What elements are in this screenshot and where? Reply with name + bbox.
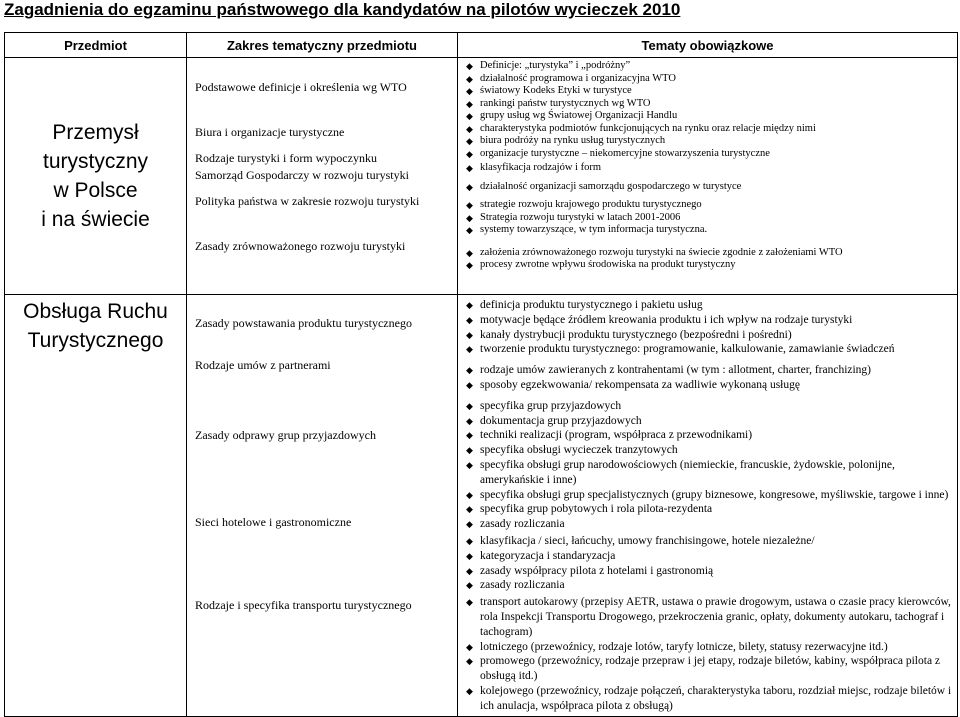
tematy-group-umowy: [464, 363, 957, 393]
diamond-bullet-icon: ◆: [466, 519, 473, 530]
section-row-obsluga: [5, 295, 958, 717]
diamond-bullet-icon: ◆: [466, 565, 473, 576]
diamond-bullet-icon: ◆: [466, 212, 473, 223]
header-przedmiot: Przedmiot: [5, 33, 187, 58]
diamond-bullet-icon: ◆: [466, 430, 473, 441]
przedmiot-line: w Polsce: [53, 179, 138, 202]
diamond-bullet-icon: ◆: [466, 656, 473, 667]
diamond-bullet-icon: ◆: [466, 260, 473, 270]
przedmiot-line: i na świecie: [41, 208, 150, 231]
diamond-bullet-icon: ◆: [466, 344, 473, 355]
diamond-bullet-icon: ◆: [466, 459, 473, 470]
diamond-bullet-icon: ◆: [466, 580, 473, 591]
list-item: ◆ klasyfikacja rodzajów i form: [466, 162, 601, 173]
diamond-bullet-icon: ◆: [466, 400, 473, 411]
list-item: ◆ dokumentacja grup przyjazdowych: [466, 414, 642, 427]
diamond-bullet-icon: ◆: [466, 379, 473, 390]
list-item: ◆ zasady rozliczania: [466, 579, 565, 592]
list-item: ◆ lotniczego (przewoźnicy, rodzaje lotów, taryfy lotnicze, bilety, statusy rezerwacyjne itd.): [466, 640, 888, 653]
diamond-bullet-icon: ◆: [466, 597, 473, 608]
list-item: ◆ specyfika grup przyjazdowych: [466, 399, 622, 412]
tematy-cell: [458, 295, 958, 717]
tematy-group-hotele: [464, 534, 957, 593]
diamond-bullet-icon: ◆: [466, 535, 473, 546]
zakres-cell: [187, 58, 458, 295]
list-item: ◆ specyfika obsługi wycieczek tranzytowych: [466, 444, 678, 457]
diamond-bullet-icon: ◆: [466, 181, 473, 192]
header-zakres: Zakres tematyczny przedmiotu: [187, 33, 458, 58]
diamond-bullet-icon: ◆: [466, 111, 473, 121]
przedmiot-cell: [5, 58, 187, 295]
list-item: ◆ światowy Kodeks Etyki w turystyce: [466, 85, 632, 96]
przedmiot-cell: [5, 295, 187, 717]
list-item: ◆ działalność programowa i organizacyjna WTO: [466, 72, 676, 84]
list-item: ◆ rodzaje umów zawieranych z kontrahentami (w tym : allotment, charter, franchizing): [466, 364, 872, 377]
list-item: ◆ organizacje turystyczne – niekomercyjne stowarzyszenia turystyczne: [466, 147, 770, 159]
diamond-bullet-icon: ◆: [466, 504, 473, 515]
list-item: ◆ klasyfikacja / sieci, łańcuchy, umowy franchisingowe, hotele niezależne/: [466, 534, 815, 547]
list-item: ◆ zasady współpracy pilota z hotelami i gastronomią: [466, 564, 714, 577]
zakres-item: Polityka państwa w zakresie rozwoju turystyki: [195, 194, 420, 208]
diamond-bullet-icon: ◆: [466, 148, 473, 159]
zakres-item: Samorząd Gospodarczy w rozwoju turystyki: [195, 168, 409, 182]
przedmiot-line: Przemysł: [52, 121, 139, 144]
list-item: ◆ motywacje będące źródłem kreowania produktu i ich wpływ na rodzaje turystyki: [466, 313, 853, 326]
list-item: ◆ specyfika grup pobytowych i rola pilota-rezydenta: [466, 503, 713, 516]
list-item: ◆ działalność organizacji samorządu gospodarczego w turystyce: [466, 180, 742, 192]
zakres-item: Rodzaje i specyfika transportu turystycznego: [195, 598, 412, 612]
diamond-bullet-icon: ◆: [466, 365, 473, 376]
diamond-bullet-icon: ◆: [466, 489, 473, 500]
zakres-item: Sieci hotelowe i gastronomiczne: [195, 515, 352, 529]
list-item: ◆ techniki realizacji (program, współpraca z przewodnikami): [466, 429, 753, 442]
zakres-item: Rodzaje turystyki i form wypoczynku: [195, 151, 377, 165]
list-item: ◆ specyfika obsługi grup specjalistycznych (grupy biznesowe, kongresowe, myśliwskie, targowe i inne): [466, 488, 949, 501]
zakres-item: Biura i organizacje turystyczne: [195, 125, 345, 139]
list-item: ◆ definicja produktu turystycznego i pakietu usług: [466, 299, 703, 311]
list-item: ◆ rankingi państw turystycznych wg WTO: [466, 97, 651, 109]
diamond-bullet-icon: ◆: [466, 685, 473, 696]
diamond-bullet-icon: ◆: [466, 73, 473, 84]
diamond-bullet-icon: ◆: [466, 61, 473, 71]
list-item: ◆ założenia zrównoważonego rozwoju turystyki na świecie zgodnie z założeniami WTO: [466, 246, 843, 258]
tematy-group-produkt: [464, 298, 957, 357]
document-title: Zagadnienia do egzaminu państwowego dla kandydatów na pilotów wycieczek 2010: [4, 0, 681, 19]
list-item: ◆ biura podróży na rynku usług turystycznych: [466, 135, 666, 146]
diamond-bullet-icon: ◆: [466, 98, 473, 109]
list-item: ◆ zasady rozliczania: [466, 518, 565, 531]
list-item: ◆ procesy zwrotne wpływu środowiska na produkt turystyczny: [466, 259, 736, 270]
list-item: ◆ strategie rozwoju krajowego produktu turystycznego: [466, 199, 702, 210]
diamond-bullet-icon: ◆: [466, 641, 473, 652]
tematy-group-odprawy: [464, 399, 957, 532]
list-item: ◆ transport autokarowy (przepisy AETR, ustawa o prawie drogowym, ustawa o czasie pracy kierowców, rola Inspekcji Transportu Drogowego, przekroczenia granic, opłaty, dokumenty autokaru, tachograf i tachogram): [466, 596, 951, 638]
diamond-bullet-icon: ◆: [466, 123, 473, 134]
diamond-bullet-icon: ◆: [466, 314, 473, 325]
tematy-group-transport: [464, 595, 957, 713]
list-item: ◆ kolejowego (przewoźnicy, rodzaje połączeń, charakterystyka taboru, rozdział miejsc, rodzaje biletów i ich anulacja, współpraca pilota z obsługą): [466, 684, 952, 712]
przedmiot-line: turystyczny: [42, 150, 149, 173]
list-item: ◆ kategoryzacja i standaryzacja: [466, 549, 616, 562]
list-item: ◆ kanały dystrybucji produktu turystycznego (bezpośredni i pośredni): [466, 328, 792, 341]
zakres-cell: [187, 295, 458, 717]
header-tematy: Tematy obowiązkowe: [458, 33, 958, 58]
diamond-bullet-icon: ◆: [466, 136, 473, 146]
list-item: ◆ Definicje: „turystyka” i „podróżny”: [466, 60, 631, 71]
diamond-bullet-icon: ◆: [466, 550, 473, 561]
diamond-bullet-icon: ◆: [466, 247, 473, 258]
list-item: ◆ grupy usług wg Światowej Organizacji Handlu: [466, 110, 678, 121]
exam-topics-table: [4, 32, 958, 717]
diamond-bullet-icon: ◆: [466, 300, 473, 310]
list-item: ◆ Strategia rozwoju turystyki w latach 2001-2006: [466, 211, 681, 223]
zakres-item: Zasady odprawy grup przyjazdowych: [195, 428, 376, 442]
diamond-bullet-icon: ◆: [466, 445, 473, 456]
diamond-bullet-icon: ◆: [466, 329, 473, 340]
list-item: ◆ systemy towarzyszące, w tym informacja turystyczna.: [466, 224, 708, 235]
tematy-cell: [458, 58, 958, 295]
zakres-item: Rodzaje umów z partnerami: [195, 358, 331, 372]
zakres-item: Zasady zrównoważonego rozwoju turystyki: [195, 239, 406, 253]
diamond-bullet-icon: ◆: [466, 86, 473, 96]
diamond-bullet-icon: ◆: [466, 415, 473, 426]
diamond-bullet-icon: ◆: [466, 225, 473, 235]
zakres-item: Zasady powstawania produktu turystycznego: [195, 316, 412, 330]
zakres-item: Podstawowe definicje i określenia wg WTO: [195, 80, 407, 94]
list-item: ◆ charakterystyka podmiotów funkcjonujących na rynku oraz relacje między nimi: [466, 122, 816, 134]
list-item: ◆ promowego (przewoźnicy, rodzaje przepraw i jej etapy, rodzaje biletów, kabiny, współpraca pilota z obsługą itd.): [466, 655, 941, 683]
diamond-bullet-icon: ◆: [466, 163, 473, 173]
diamond-bullet-icon: ◆: [466, 200, 473, 210]
list-item: ◆ tworzenie produktu turystycznego: programowanie, kalkulowanie, zamawianie świadczeń: [466, 343, 895, 356]
przedmiot-line: Obsługa Ruchu: [23, 300, 168, 323]
list-item: ◆ sposoby egzekwowania/ rekompensata za wadliwie wykonaną usługę: [466, 378, 800, 391]
przedmiot-line: Turystycznego: [27, 329, 164, 352]
table-header-row: [5, 33, 958, 58]
list-item: ◆ specyfika obsługi grup narodowościowych (niemieckie, francuskie, żydowskie, polonijne, amerykańskie i inne): [466, 458, 895, 486]
section-row-przemysl: [5, 58, 958, 295]
